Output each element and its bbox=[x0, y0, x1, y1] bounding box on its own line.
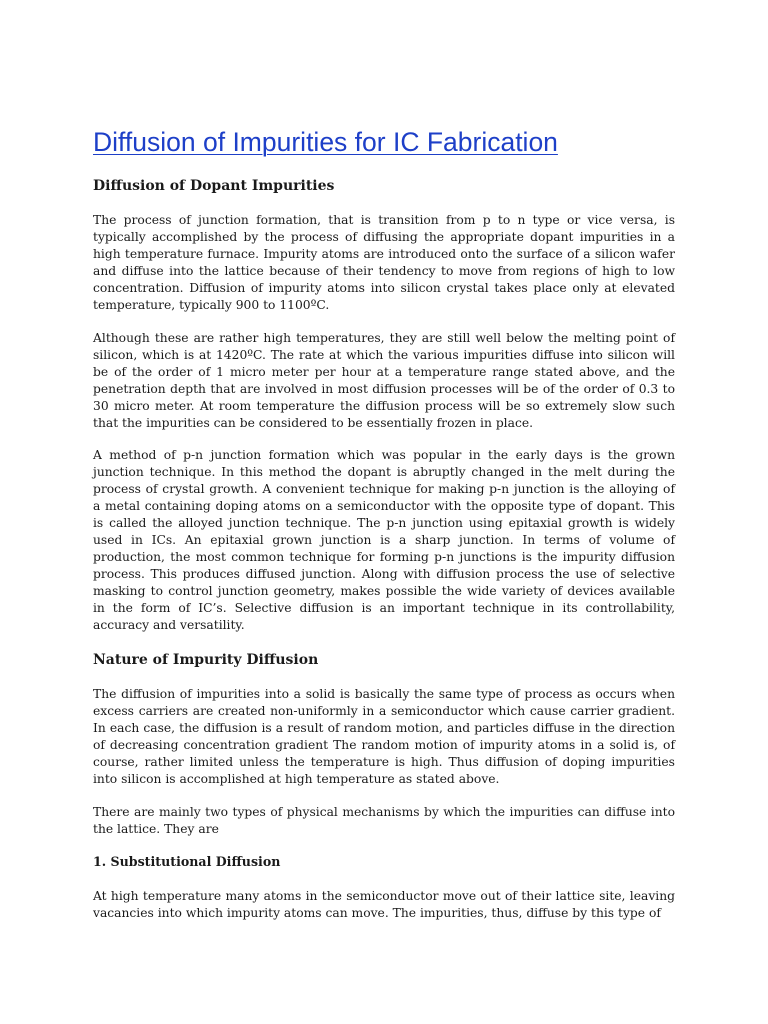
section-heading-dopant-impurities: Diffusion of Dopant Impurities bbox=[93, 178, 335, 194]
section-heading-nature-of-diffusion: Nature of Impurity Diffusion bbox=[93, 652, 319, 668]
document-title-link[interactable]: Diffusion of Impurities for IC Fabrication bbox=[93, 127, 558, 157]
paragraph-junction-formation: The process of junction formation, that is transition from p to n type or vice versa, is typically accomplished by the process of diffusing the appropriate dopant impurities in a high temperature furnace. Impurity atoms are introduced onto the surface of a silicon wafer and diffuse into the lattice because of their tendency to move from regions of high to low concentration. Diffusion of impurity atoms into silicon crystal takes place only at elevated temperature, typically 900 to 1100ºC. bbox=[93, 213, 675, 312]
paragraph-diffusion-basics: The diffusion of impurities into a solid is basically the same type of process as occurs when excess carriers are created non-uniformly in a semiconductor which cause carrier gradient. In each case, the diffusion is a result of random motion, and particles diffuse in the direction of decreasing concentration gradient The random motion of impurity atoms in a solid is, of course, rather limited unless the temperature is high. Thus diffusion of doping impurities into silicon is accomplished at high temperature as stated above. bbox=[93, 687, 675, 786]
paragraph-junction-techniques: A method of p-n junction formation which was popular in the early days is the grown junction technique. In this method the dopant is abruptly changed in the melt during the process of crystal growth. A convenient technique for making p-n junction is the alloying of a metal containing doping atoms on a semiconductor with the opposite type of dopant. This is called the alloyed junction technique. The p-n junction using epitaxial growth is widely used in ICs. An epitaxial grown junction is a sharp junction. In terms of volume of production, the most common technique for forming p-n junctions is the impurity diffusion process. This produces diffused junction. Along with diffusion process the use of selective masking to control junction geometry, makes possible the wide variety of devices available in the form of IC’s. Selective diffusion is an important technique in its controllability, accuracy and versatility. bbox=[93, 448, 675, 632]
section-heading-substitutional-diffusion: 1. Substitutional Diffusion bbox=[93, 854, 281, 869]
paragraph-substitutional: At high temperature many atoms in the semiconductor move out of their lattice site, leaving vacancies into which impurity atoms can move. The impurities, thus, diffuse by this type of bbox=[93, 889, 675, 920]
paragraph-mechanisms: There are mainly two types of physical mechanisms by which the impurities can diffuse into the lattice. They are bbox=[93, 805, 675, 836]
paragraph-high-temperatures: Although these are rather high temperatures, they are still well below the melting point of silicon, which is at 1420ºC. The rate at which the various impurities diffuse into silicon will be of the order of 1 micro meter per hour at a temperature range stated above, and the penetration depth that are involved in most diffusion processes will be of the order of 0.3 to 30 micro meter. At room temperature the diffusion process will be so extremely slow such that the impurities can be considered to be essentially frozen in place. bbox=[93, 331, 675, 430]
